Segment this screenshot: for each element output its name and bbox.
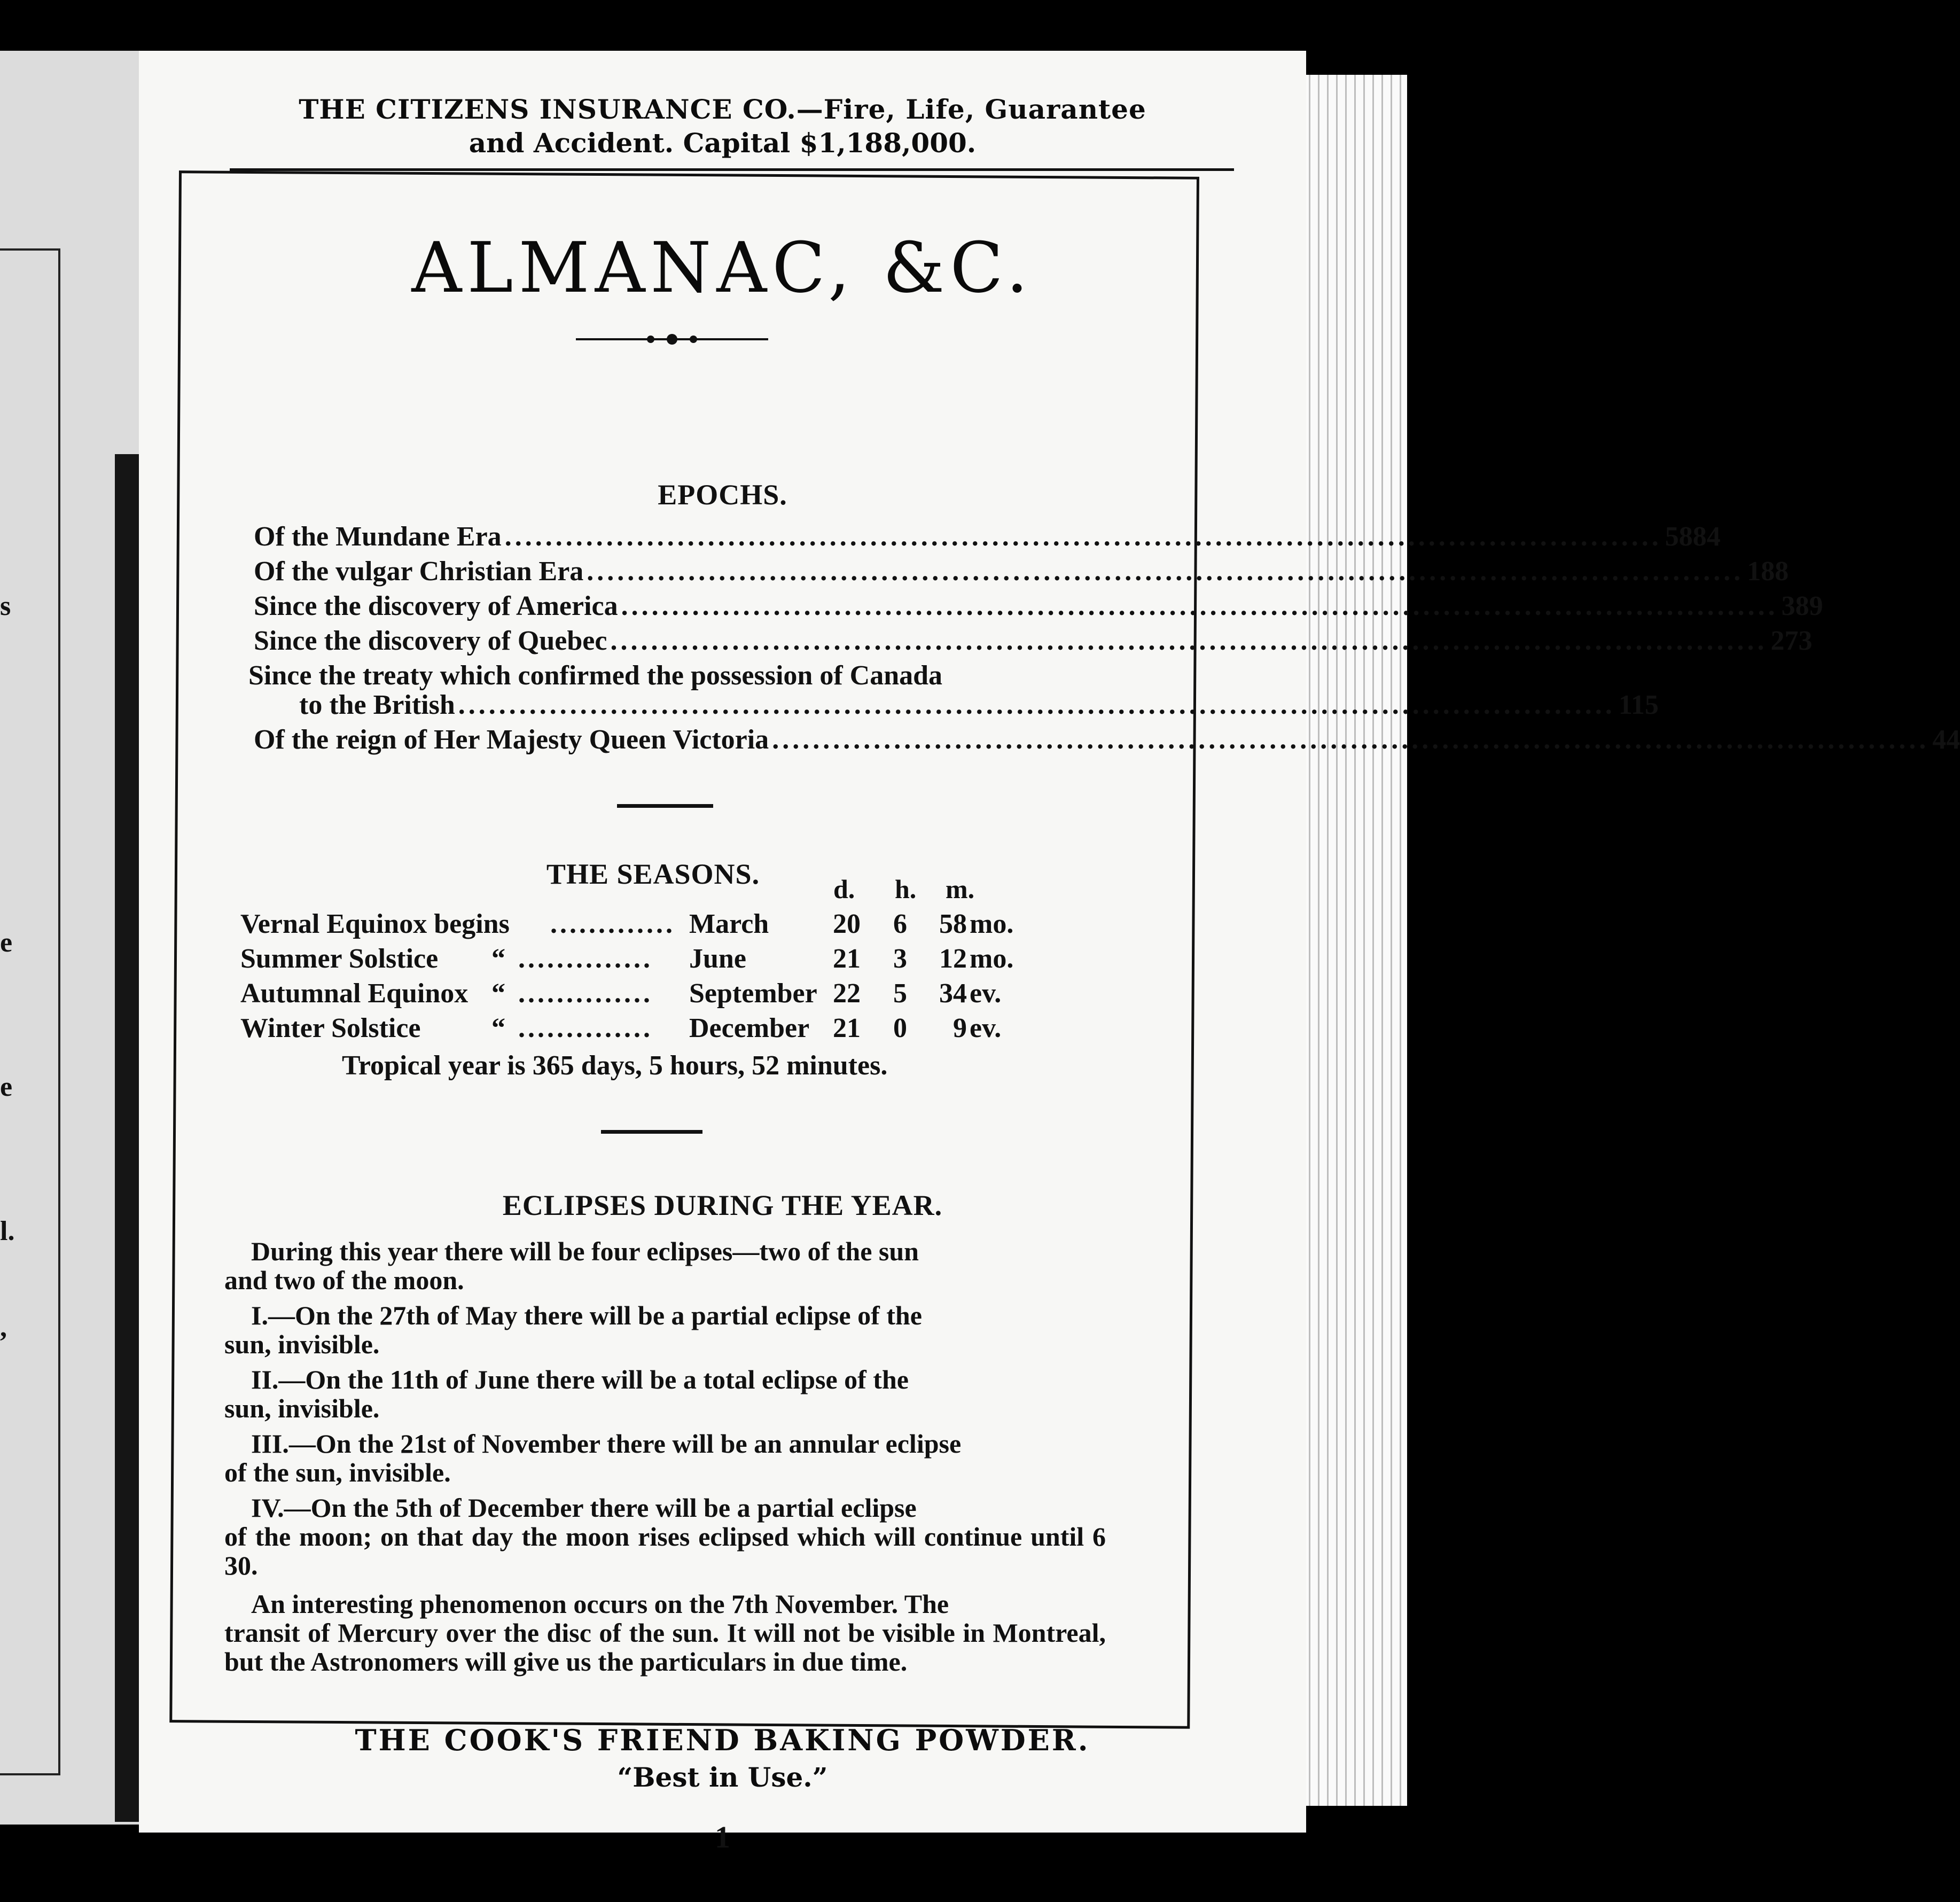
epoch-value: 273 (1770, 626, 1813, 656)
left-page-fragment: l. (0, 1216, 15, 1246)
ditto-mark: “ (491, 944, 505, 974)
epochs-heading: EPOCHS. (658, 479, 787, 511)
eclipses-heading: ECLIPSES DURING THE YEAR. (502, 1189, 943, 1221)
leader-dots: ............. (550, 909, 675, 939)
left-page-frame (0, 248, 60, 1775)
season-period: mo. (970, 944, 1014, 974)
paragraph-first-line: IV.—On the 5th of December there will be a partial eclipse (251, 1493, 917, 1523)
paragraph-first-line: During this year there will be four eclipses—two of the sun (251, 1236, 919, 1266)
epoch-row (254, 590, 1823, 622)
season-name: Vernal Equinox begins (240, 909, 510, 939)
column-header-days: d. (833, 874, 855, 904)
season-row (240, 978, 1106, 1012)
epoch-label: Since the discovery of Quebec (254, 626, 607, 656)
column-header-hours: h. (895, 874, 917, 904)
season-hours: 0 (893, 1013, 907, 1043)
epoch-label: to the British (299, 690, 455, 720)
epoch-row (254, 556, 1789, 588)
epoch-row (254, 521, 1721, 553)
eclipse-paragraph (224, 1301, 1106, 1359)
seasons-heading: THE SEASONS. (546, 858, 760, 890)
season-hours: 3 (893, 944, 907, 974)
leader-dots: .............. (518, 978, 653, 1009)
epoch-label: Of the reign of Her Majesty Queen Victoria (254, 724, 769, 755)
epoch-row (254, 625, 1813, 657)
epoch-value: 115 (1618, 690, 1659, 720)
epoch-value: 188 (1747, 556, 1789, 587)
season-month: March (689, 909, 769, 939)
header-ad-line1: THE CITIZENS INSURANCE CO.—Fire, Life, Guarantee (299, 93, 1146, 125)
season-month: September (689, 978, 817, 1009)
epoch-row (299, 689, 1659, 721)
section-rule (601, 1130, 702, 1134)
column-header-minutes: m. (946, 874, 975, 904)
left-page-fragment: , (0, 1312, 7, 1343)
footer-ad-line2: “Best in Use.” (617, 1761, 828, 1793)
eclipse-paragraph (224, 1493, 1106, 1580)
season-hours: 5 (893, 978, 907, 1009)
header-rule (230, 168, 1234, 171)
eclipse-paragraph (224, 1429, 1106, 1487)
ditto-mark: “ (491, 1013, 505, 1043)
paragraph-first-line: II.—On the 11th of June there will be a total eclipse of the (251, 1365, 909, 1394)
ornament-divider (576, 329, 768, 350)
season-days: 22 (833, 978, 861, 1009)
ditto-mark: “ (491, 978, 505, 1009)
leader-dots: .................................................................................................................. (621, 591, 1778, 621)
season-row (240, 1012, 1106, 1047)
season-row (240, 943, 1106, 977)
paragraph-continuation: sun, invisible. (224, 1393, 380, 1423)
tropical-year-note: Tropical year is 365 days, 5 hours, 52 minutes. (342, 1050, 888, 1081)
season-month: June (689, 944, 746, 974)
paragraph-first-line: I.—On the 27th of May there will be a partial eclipse of the (251, 1300, 922, 1330)
paragraph-continuation: of the sun, invisible. (224, 1457, 451, 1487)
season-hours: 6 (893, 909, 907, 939)
footer-ad-line1: THE COOK'S FRIEND BAKING POWDER. (355, 1723, 1090, 1757)
season-name: Autumnal Equinox (240, 978, 468, 1009)
paragraph-first-line: An interesting phenomenon occurs on the 7th November. The (251, 1589, 949, 1619)
leader-dots: .............. (518, 944, 653, 974)
season-minutes: 34 (939, 978, 967, 1009)
season-month: December (689, 1013, 810, 1043)
season-minutes: 12 (939, 944, 967, 974)
eclipse-paragraph (224, 1237, 1106, 1295)
header-ad-line2: and Accident. Capital $1,188,000. (468, 127, 977, 159)
season-days: 21 (833, 1013, 861, 1043)
leader-dots: .............. (518, 1013, 653, 1043)
leader-dots: .................................................................................................................. (458, 690, 1615, 720)
almanac-page (139, 51, 1960, 1854)
season-days: 21 (833, 944, 861, 974)
season-row (240, 908, 1106, 942)
left-page-fragment: e (0, 1072, 13, 1102)
paragraph-continuation: of the moon; on that day the moon rises eclipsed which will continue until 6 30. (224, 1522, 1106, 1580)
left-page-fragment: e (0, 927, 13, 958)
leader-dots: .................................................................................................................. (772, 724, 1930, 755)
season-days: 20 (833, 909, 861, 939)
section-rule (617, 804, 713, 808)
page-title: ALMANAC, &C. (411, 227, 1034, 308)
season-name: Summer Solstice (240, 944, 439, 974)
leader-dots: .................................................................................................................. (610, 626, 1768, 656)
eclipse-paragraph (224, 1365, 1106, 1423)
leader-dots: .................................................................................................................. (504, 521, 1662, 552)
header-advertisement (139, 93, 1306, 159)
epoch-label: Of the Mundane Era (254, 521, 502, 552)
footer-advertisement (139, 1723, 1306, 1793)
season-name: Winter Solstice (240, 1013, 421, 1043)
left-page-fragment: s (0, 591, 11, 621)
epoch-row (254, 724, 1960, 756)
season-period: ev. (970, 1013, 1002, 1043)
epoch-value: 5884 (1665, 521, 1721, 552)
paragraph-continuation: and two of the moon. (224, 1265, 464, 1295)
epoch-label: Of the vulgar Christian Era (254, 556, 584, 587)
page-number: 1 (715, 1820, 730, 1854)
season-minutes: 58 (939, 909, 967, 939)
leader-dots: .................................................................................................................. (587, 556, 1744, 587)
paragraph-first-line: III.—On the 21st of November there will be an annular eclipse (251, 1429, 962, 1459)
epoch-label: Since the discovery of America (254, 591, 618, 621)
epoch-value: 44 (1932, 724, 1960, 755)
paragraph-continuation: sun, invisible. (224, 1329, 380, 1359)
season-period: ev. (970, 978, 1002, 1009)
season-period: mo. (970, 909, 1014, 939)
epoch-value: 389 (1781, 591, 1823, 621)
epoch-treaty-line: Since the treaty which confirmed the possession of Canada (248, 660, 943, 691)
paragraph-continuation: transit of Mercury over the disc of the sun. It will not be visible in Montreal, but the Astronomers will give us the particulars in due time. (224, 1618, 1106, 1677)
season-minutes: 9 (953, 1013, 967, 1043)
eclipse-paragraph (224, 1589, 1106, 1676)
